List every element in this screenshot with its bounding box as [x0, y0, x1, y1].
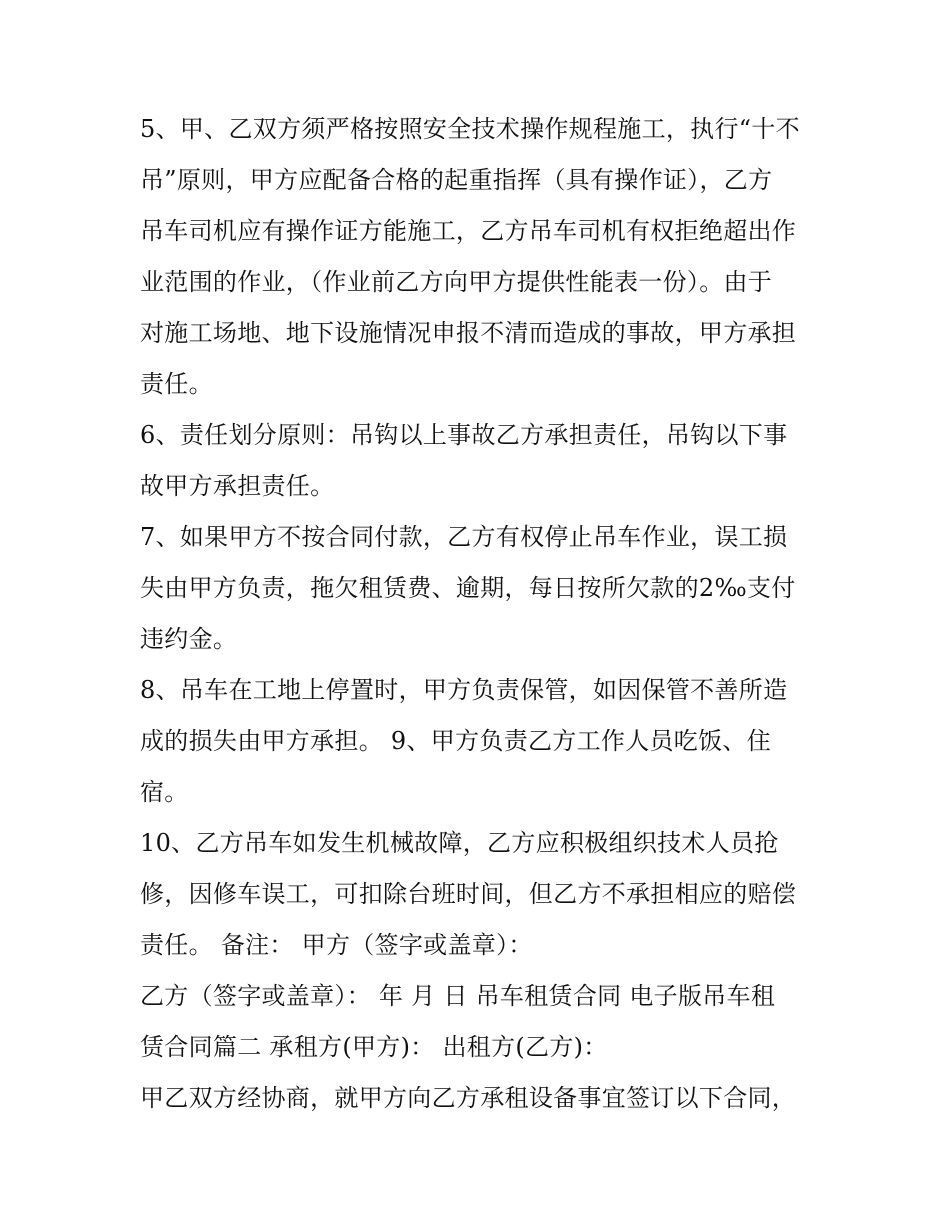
text-line: 甲乙双方经协商，就甲方向乙方承租设备事宜签订以下合同， — [140, 1084, 797, 1112]
clause-7 — [140, 512, 820, 665]
text-line: 10、乙方吊车如发生机械故障，乙方应积极组织技术人员抢 — [140, 829, 779, 857]
text-line: 7、如果甲方不按合同付款，乙方有权停止吊车作业，误工损 — [140, 523, 788, 551]
text-line: 责任。 备注： 甲方（签字或盖章）： — [140, 931, 533, 959]
text-line: 赁合同篇二 承租方(甲方)： 出租方(乙方)： — [140, 1033, 608, 1061]
text-line: 成的损失由甲方承担。 9、甲方负责乙方工作人员吃饭、住 — [140, 727, 771, 755]
text-line: 失由甲方负责，拖欠租赁费、逾期，每日按所欠款的2‰支付 — [140, 574, 796, 602]
text-line: 吊车司机应有操作证方能施工，乙方吊车司机有权拒绝超出作 — [140, 217, 797, 245]
text-line: 业范围的作业，（作业前乙方向甲方提供性能表一份）。由于 — [140, 268, 773, 296]
contract-intro — [140, 1073, 820, 1124]
text-line: 修，因修车误工，可扣除台班时间，但乙方不承担相应的赔偿 — [140, 880, 797, 908]
clause-10 — [140, 818, 820, 971]
text-line: 吊”原则，甲方应配备合格的起重指挥（具有操作证），乙方 — [140, 166, 773, 194]
text-line: 宿。 — [140, 778, 189, 806]
clause-8-9 — [140, 665, 820, 818]
text-line: 故甲方承担责任。 — [140, 472, 335, 500]
text-line: 5、甲、乙双方须严格按照安全技术操作规程施工，执行“十不 — [140, 115, 800, 143]
text-line: 8、吊车在工地上停置时，甲方负责保管，如因保管不善所造 — [140, 676, 788, 704]
text-line: 责任。 — [140, 370, 213, 398]
text-line: 6、责任划分原则：吊钩以上事故乙方承担责任，吊钩以下事 — [140, 421, 788, 449]
clause-6 — [140, 410, 820, 512]
text-line: 违约金。 — [140, 625, 238, 653]
document-body — [140, 104, 820, 1124]
signature-and-second-contract-header — [140, 971, 820, 1073]
text-line: 乙方（签字或盖章）： 年 月 日 吊车租赁合同 电子版吊车租 — [140, 982, 776, 1010]
clause-5 — [140, 104, 820, 410]
text-line: 对施工场地、地下设施情况申报不清而造成的事故，甲方承担 — [140, 319, 797, 347]
